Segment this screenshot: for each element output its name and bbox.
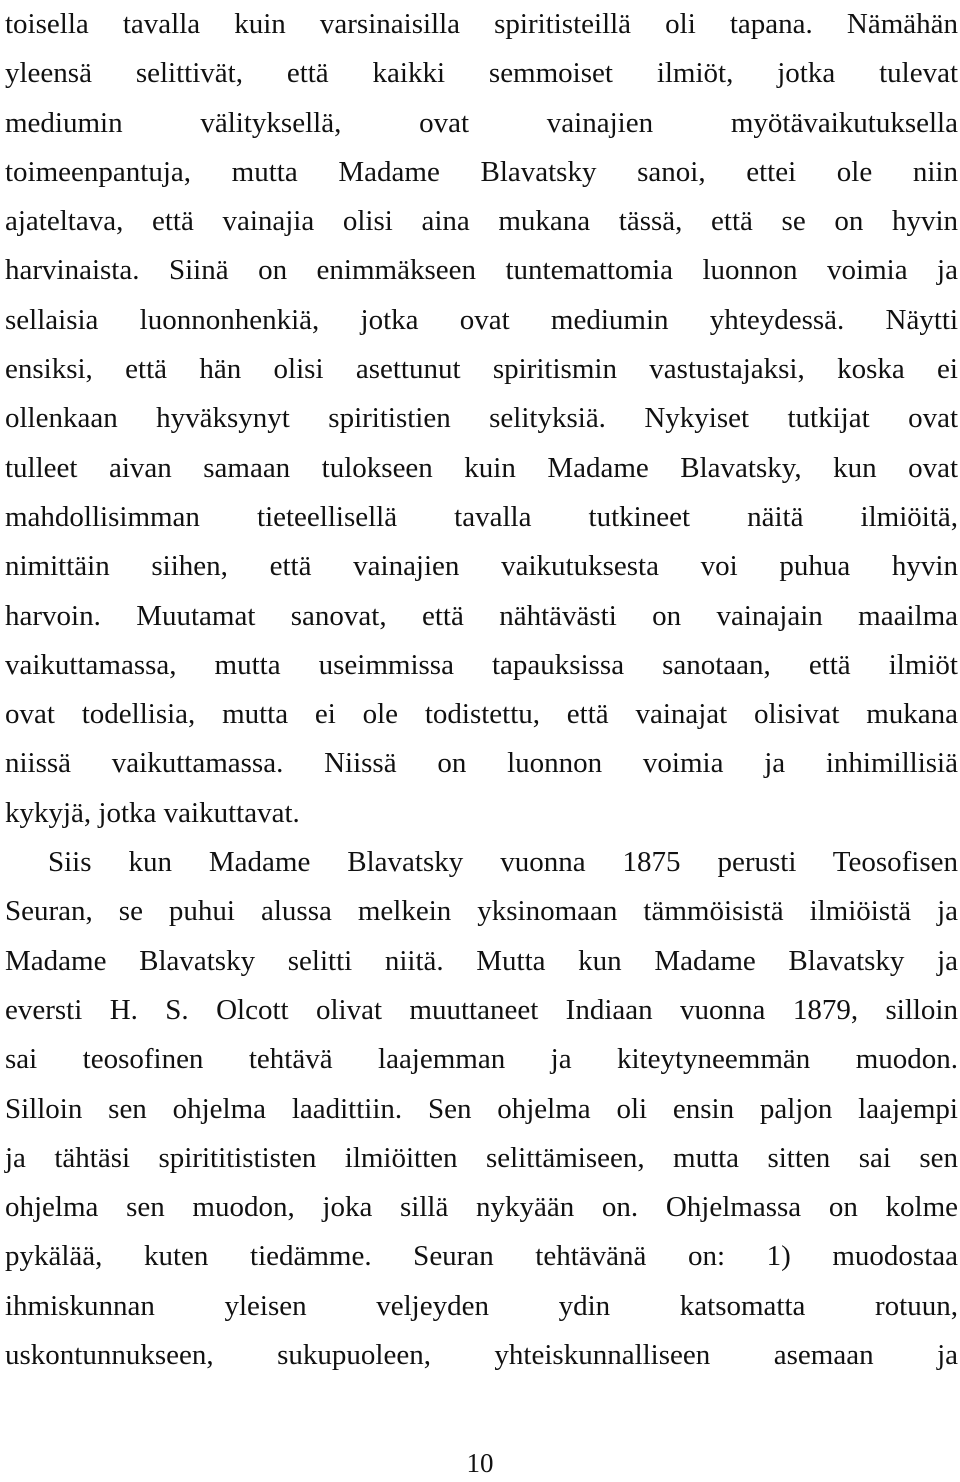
text-line: tulleet aivan samaan tulokseen kuin Madame Blavatsky, kun ovat xyxy=(5,451,958,484)
text-line: ensiksi, että hän olisi asettunut spiritismin vastustajaksi, koska ei xyxy=(5,353,958,386)
text-line: uskontunnukseen, sukupuoleen, yhteiskunnalliseen asemaan ja xyxy=(5,1339,958,1372)
body-text xyxy=(5,0,958,1380)
text-line: harvinaista. Siinä on enimmäkseen tuntemattomia luonnon voimia ja xyxy=(5,254,958,287)
text-line: sellaisia luonnonhenkiä, jotka ovat mediumin yhteydessä. Näytti xyxy=(5,303,958,336)
text-line: Seuran, se puhui alussa melkein yksinomaan tämmöisistä ilmiöistä ja xyxy=(5,895,958,928)
text-line: ollenkaan hyväksynyt spiritistien selityksiä. Nykyiset tutkijat ovat xyxy=(5,402,958,435)
text-line: toisella tavalla kuin varsinaisilla spiritisteillä oli tapana. Nämähän xyxy=(5,8,958,40)
text-line: kykyjä, jotka vaikuttavat. xyxy=(5,796,300,829)
text-line: eversti H. S. Olcott olivat muuttaneet Indiaan vuonna 1879, silloin xyxy=(5,993,958,1026)
page-number: 10 xyxy=(466,1448,494,1478)
text-line: mahdollisimman tieteellisellä tavalla tutkineet näitä ilmiöitä, xyxy=(5,500,958,533)
paragraph-start-line: Siis kun Madame Blavatsky vuonna 1875 perusti Teosofisen xyxy=(48,846,958,879)
text-line: sai teosofinen tehtävä laajemman ja kiteytyneemmän muodon. xyxy=(5,1043,958,1076)
text-line: harvoin. Muutamat sanovat, että nähtävästi on vainajain maailma xyxy=(5,599,958,632)
text-line: ohjelma sen muodon, joka sillä nykyään on. Ohjelmassa on kolme xyxy=(5,1191,958,1224)
text-line: niissä vaikuttamassa. Niissä on luonnon voimia ja inhimillisiä xyxy=(5,747,958,780)
text-line: ihmiskunnan yleisen veljeyden ydin katsomatta rotuun, xyxy=(5,1289,958,1322)
text-line: vaikuttamassa, mutta useimmissa tapauksissa sanotaan, että ilmiöt xyxy=(5,648,958,681)
text-line: toimeenpantuja, mutta Madame Blavatsky sanoi, ettei ole niin xyxy=(5,155,958,188)
text-line: ajateltava, että vainajia olisi aina mukana tässä, että se on hyvin xyxy=(5,205,958,238)
text-line: Silloin sen ohjelma laadittiin. Sen ohjelma oli ensin paljon laajempi xyxy=(5,1092,958,1125)
text-line: nimittäin siihen, että vainajien vaikutuksesta voi puhua hyvin xyxy=(5,550,958,583)
text-line: pykälää, kuten tiedämme. Seuran tehtävänä on: 1) muodostaa xyxy=(5,1240,958,1273)
text-line: mediumin välityksellä, ovat vainajien myötävaikutuksella xyxy=(5,106,958,139)
text-line: ja tähtäsi spirititististen ilmiöitten selittämiseen, mutta sitten sai sen xyxy=(5,1141,958,1174)
text-line: yleensä selittivät, että kaikki semmoiset ilmiöt, jotka tulevat xyxy=(5,57,958,90)
text-line: ovat todellisia, mutta ei ole todistettu, että vainajat olisivat mukana xyxy=(5,698,958,731)
text-line: Madame Blavatsky selitti niitä. Mutta kun Madame Blavatsky ja xyxy=(5,944,958,977)
